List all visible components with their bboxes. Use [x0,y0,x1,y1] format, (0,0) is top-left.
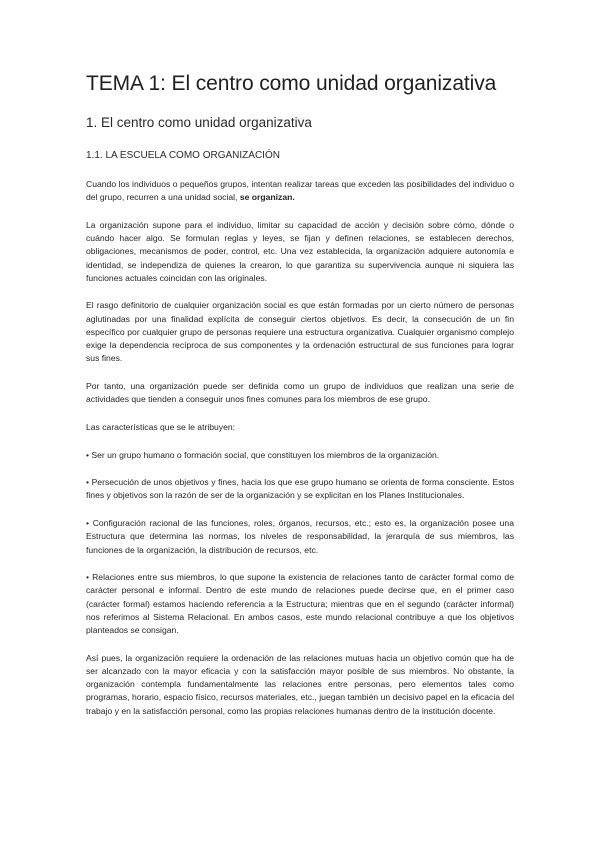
paragraph-characteristics-intro: Las características que se le atribuyen: [86,421,236,432]
subsection-heading: 1.1. LA ESCUELA COMO ORGANIZACIÓN [86,150,280,161]
list-item-objectives: • Persecución de unos objetivos y fines, hacia los que ese grupo humano se orienta de forma consciente. Estos fines y objetivos son la razón de ser de la organización y se explicitan en los Planes Institucionales. [86,477,514,501]
paragraph-defining-trait: El rasgo definitorio de cualquier organización social es que están formadas por un cierto número de personas aglutinadas por una finalidad explícita de conseguir ciertos objetivos. Es decir, la consecución de un fin específico por cualquier grupo de personas requiere una estructura organizativa. Cualquier organismo complejo exige la dependencia recíproca de sus componentes y la ordenación estructural de sus funciones para lograr sus fines. [86,300,514,364]
paragraph-closing: Así pues, la organización requiere la ordenación de las relaciones mutuas hacia un objetivo común que ha de ser alcanzado con la mayor eficacia y con la satisfacción mayor posible de sus miembros. No obstante, la organización contempla fundamentalmente las relaciones entre personas, pero elementos tales como programas, horario, espacio físico, recursos materiales, etc., juegan también un decisivo papel en la eficacia del trabajo y en la satisfacción personal, como las propias relaciones humanas dentro de la institución docente. [86,652,514,716]
paragraph-intro-text: Cuando los individuos o pequeños grupos, intentan realizar tareas que exceden las posibilidades del individuo o del grupo, recurren a una unidad social, [86,179,514,203]
paragraph-intro-emphasis: se organizan. [239,192,295,203]
list-item-human-group: • Ser un grupo humano o formación social, que constituyen los miembros de la organización. [86,449,440,460]
document-body [86,178,514,732]
list-item-rational-configuration: • Configuración racional de las funciones, roles, órganos, recursos, etc.; esto es, la organización posee una Estructura que determina las normas, los niveles de responsabilidad, la jerarquía de sus miembros, las funciones de la organización, la distribución de recursos, etc. [86,518,514,555]
paragraph-intro [86,178,514,204]
document-title: TEMA 1: El centro como unidad organizativa [86,72,497,95]
paragraph-organization-definition: La organización supone para el individuo, limitar su capacidad de acción y decisión sobre cómo, dónde o cuándo hacer algo. Se formulan reglas y leyes, se fijan y definen relaciones, se establecen derechos, obligaciones, mecanismos de poder, control, etc. Una vez establecida, la organización adquiere autonomía e identidad, se independiza de quienes la crearon, lo que garantiza su supervivencia aunque ni siquiera las funciones actuales coincidan con las originales. [86,219,514,283]
list-item-relations: • Relaciones entre sus miembros, lo que supone la existencia de relaciones tanto de carácter formal como de carácter personal e informal. Dentro de este mundo de relaciones puede decirse que, en el primer caso (carácter formal) estamos haciendo referencia a la Estructura; mientras que en el segundo (carácter informal) nos referimos al Sistema Relacional. En ambos casos, este mundo relacional contribuye a que los objetivos planteados se consigan. [86,572,514,636]
paragraph-conclusion-definition: Por tanto, una organización puede ser definida como un grupo de individuos que realizan una serie de actividades que tienden a conseguir unos fines comunes para los miembros de ese grupo. [86,380,514,405]
section-heading: 1. El centro como unidad organizativa [86,115,312,130]
